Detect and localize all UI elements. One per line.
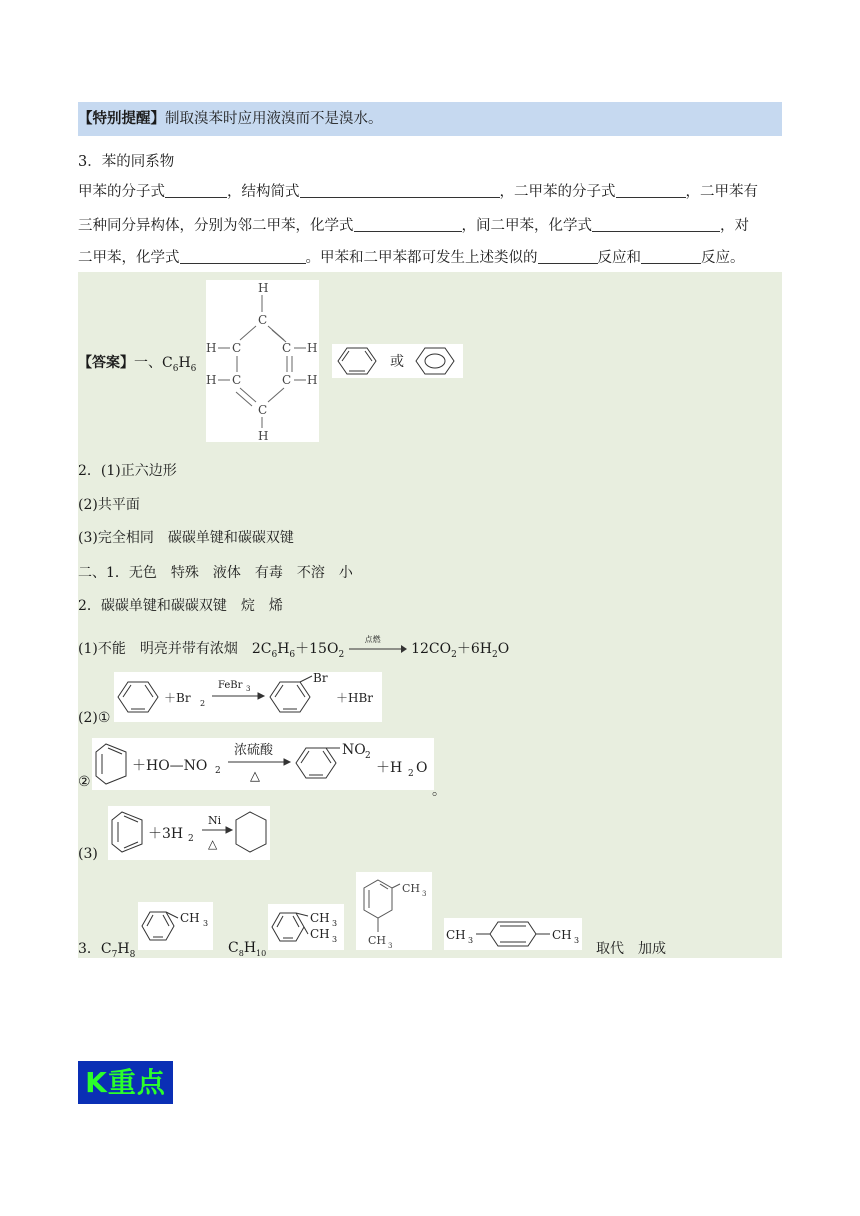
xylene-formula: $C_8H_{10}$: [228, 940, 267, 958]
svg-text:＋HO—NO: ＋HO—NO: [132, 758, 208, 774]
answer-hydrogenation-label: (3): [78, 846, 98, 862]
svg-text:3: 3: [246, 685, 251, 693]
reminder-text: 制取溴苯时应用液溴而不是溴水。: [165, 111, 383, 127]
answer-homologues: 3．$C_7H_8$: [78, 941, 136, 960]
svg-text:C: C: [282, 341, 292, 355]
answer-bromination-label: (2)①: [78, 710, 111, 726]
benzene-kekule-structure: [206, 280, 319, 442]
m-xylene-structure: [356, 872, 432, 950]
nitration-period: 。: [432, 783, 446, 799]
section-title: 3．苯的同系物: [78, 154, 175, 170]
svg-text:NO: NO: [342, 742, 366, 758]
blank: [165, 183, 227, 198]
svg-text:＋H: ＋H: [376, 760, 403, 776]
svg-text:C: C: [258, 313, 268, 327]
svg-text:△: △: [250, 769, 260, 784]
svg-text:Br: Br: [313, 672, 328, 685]
ignition-arrow: 点燃: [349, 642, 407, 656]
svg-text:C: C: [282, 373, 292, 387]
svg-text:O: O: [416, 760, 428, 776]
h-symbol: H: [243, 940, 257, 956]
svg-text:3: 3: [574, 936, 580, 945]
svg-text:△: △: [208, 837, 218, 851]
svg-text:CH: CH: [552, 928, 572, 942]
answer-2-2: (2)共平面: [78, 497, 140, 513]
blank: [538, 249, 598, 264]
svg-text:3: 3: [388, 942, 393, 950]
svg-text:C: C: [258, 403, 268, 417]
svg-text:H: H: [307, 341, 318, 355]
or-label: 或: [390, 354, 404, 370]
svg-text:H: H: [258, 429, 269, 442]
special-reminder: [78, 102, 782, 136]
svg-text:3: 3: [422, 890, 427, 898]
blank: [616, 183, 686, 198]
question-line-3: 二甲苯，化学式 。甲苯和二甲苯都可发生上述类似的 反应和 反应。: [78, 250, 745, 266]
svg-text:2: 2: [215, 766, 221, 776]
svg-text:3: 3: [203, 919, 209, 928]
blank: [180, 249, 306, 264]
answer-1: 【答案】一、$C_6H_6$: [78, 355, 197, 374]
svg-text:2: 2: [408, 769, 414, 779]
svg-text:2: 2: [365, 751, 371, 761]
svg-text:H: H: [206, 373, 217, 387]
svg-text:2: 2: [188, 834, 194, 844]
svg-text:＋3H: ＋3H: [148, 826, 184, 842]
svg-text:浓硫酸: 浓硫酸: [234, 743, 274, 758]
answer-nitration-label: ②: [78, 774, 91, 790]
answer-2-3: (3)完全相同 碳碳单键和碳碳双键: [78, 530, 294, 546]
svg-text:FeBr: FeBr: [218, 680, 243, 691]
answer-block: [78, 272, 782, 958]
svg-text:＋Br: ＋Br: [164, 691, 191, 705]
bromination-equation: [114, 672, 382, 722]
svg-text:＋HBr: ＋HBr: [336, 691, 374, 705]
svg-text:CH: CH: [368, 934, 387, 947]
blank: [300, 183, 500, 198]
svg-text:CH: CH: [446, 928, 466, 942]
toluene-structure: [138, 902, 213, 950]
svg-text:CH: CH: [180, 911, 200, 925]
blank: [354, 217, 462, 232]
blank: [641, 249, 701, 264]
svg-text:2: 2: [200, 699, 206, 708]
question-line-2: 三种同分异构体，分别为邻二甲苯，化学式 ，间二甲苯，化学式 ，对: [78, 218, 749, 234]
section-heading-k: K重点: [78, 1061, 173, 1104]
benzene-ring-formulas: [332, 344, 463, 378]
svg-text:CH: CH: [402, 882, 421, 895]
svg-text:C: C: [232, 373, 242, 387]
svg-text:3: 3: [332, 935, 338, 944]
svg-text:CH: CH: [310, 911, 330, 925]
blank: [592, 217, 720, 232]
answer-ii-2: 2．碳碳单键和碳碳双键 烷 烯: [78, 598, 283, 614]
p-xylene-structure: [444, 918, 582, 950]
hydrogenation-equation: [108, 806, 270, 860]
svg-text:H: H: [307, 373, 318, 387]
svg-text:3: 3: [468, 936, 474, 945]
o-xylene-structure: [268, 904, 344, 950]
answer-2-1: 2．(1)正六边形: [78, 463, 177, 479]
question-line-1: 甲苯的分子式 ，结构简式 ，二甲苯的分子式 ，二甲苯有: [78, 184, 758, 200]
svg-text:C: C: [232, 341, 242, 355]
answer-ii-1: 二、1．无色 特殊 液体 有毒 不溶 小: [78, 565, 353, 581]
reaction-types: 取代 加成: [596, 941, 666, 957]
svg-text:H: H: [258, 281, 269, 295]
h-symbol: H: [117, 941, 130, 957]
reminder-label: 【特别提醒】: [78, 110, 165, 127]
combustion-equation: (1)不能 明亮并带有浓烟 $2C_6H_6+15O_2$ 点燃 $12CO_2+6H_2O$: [78, 635, 510, 660]
svg-text:H: H: [206, 341, 217, 355]
svg-text:Ni: Ni: [208, 814, 222, 827]
svg-text:3: 3: [332, 919, 338, 928]
svg-text:CH: CH: [310, 927, 330, 941]
nitration-equation: [92, 738, 434, 790]
